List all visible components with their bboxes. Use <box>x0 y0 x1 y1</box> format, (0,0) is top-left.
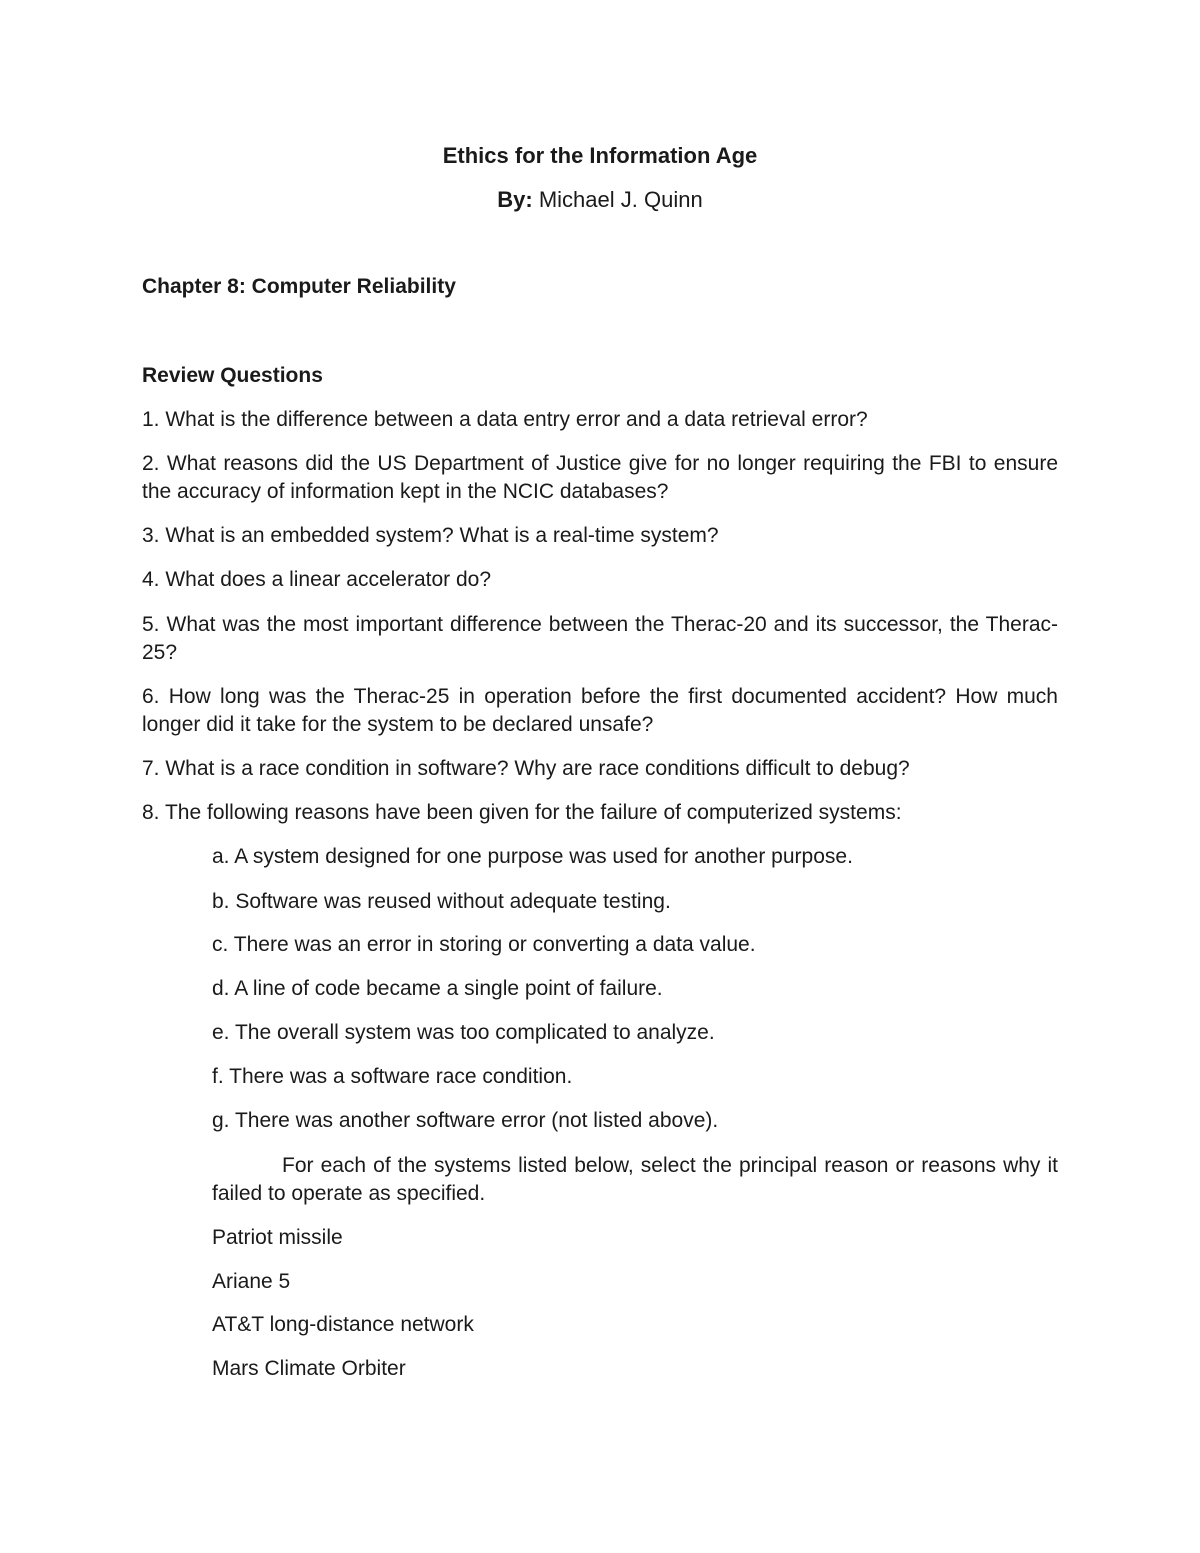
question-3: 3. What is an embedded system? What is a real-time system? <box>142 524 719 547</box>
chapter-heading: Chapter 8: Computer Reliability <box>142 275 456 298</box>
question-5: 5. What was the most important difference between the Therac-20 and its successor, the Therac-25? <box>142 613 1058 664</box>
system-item: Mars Climate Orbiter <box>212 1357 406 1380</box>
reason-e: e. The overall system was too complicated to analyze. <box>212 1021 715 1044</box>
question-7: 7. What is a race condition in software? Why are race conditions difficult to debug? <box>142 757 910 780</box>
reason-a: a. A system designed for one purpose was used for another purpose. <box>212 845 853 868</box>
byline-author: Michael J. Quinn <box>532 187 703 212</box>
reason-b: b. Software was reused without adequate testing. <box>212 890 671 913</box>
byline-label: By: <box>497 187 533 212</box>
document-title: Ethics for the Information Age <box>442 143 758 168</box>
reason-c: c. There was an error in storing or converting a data value. <box>212 933 756 956</box>
system-item: AT&T long-distance network <box>212 1313 474 1336</box>
system-item: Ariane 5 <box>212 1270 291 1293</box>
system-item: Patriot missile <box>212 1226 343 1249</box>
reason-g: g. There was another software error (not listed above). <box>212 1109 719 1132</box>
reason-d: d. A line of code became a single point of failure. <box>212 977 663 1000</box>
byline <box>0 186 1200 214</box>
section-heading: Review Questions <box>142 364 323 387</box>
question-8: 8. The following reasons have been given for the failure of computerized systems: <box>142 801 902 824</box>
question-1: 1. What is the difference between a data entry error and a data retrieval error? <box>142 408 868 431</box>
instruction-paragraph: For each of the systems listed below, select the principal reason or reasons why it failed to operate as specified. <box>212 1154 1058 1205</box>
question-4: 4. What does a linear accelerator do? <box>142 568 492 591</box>
question-6: 6. How long was the Therac-25 in operation before the first documented accident? How much longer did it take for the system to be declared unsafe? <box>142 685 1058 736</box>
reason-f: f. There was a software race condition. <box>212 1065 573 1088</box>
question-2: 2. What reasons did the US Department of Justice give for no longer requiring the FBI to ensure the accuracy of information kept in the NCIC databases? <box>142 452 1058 503</box>
